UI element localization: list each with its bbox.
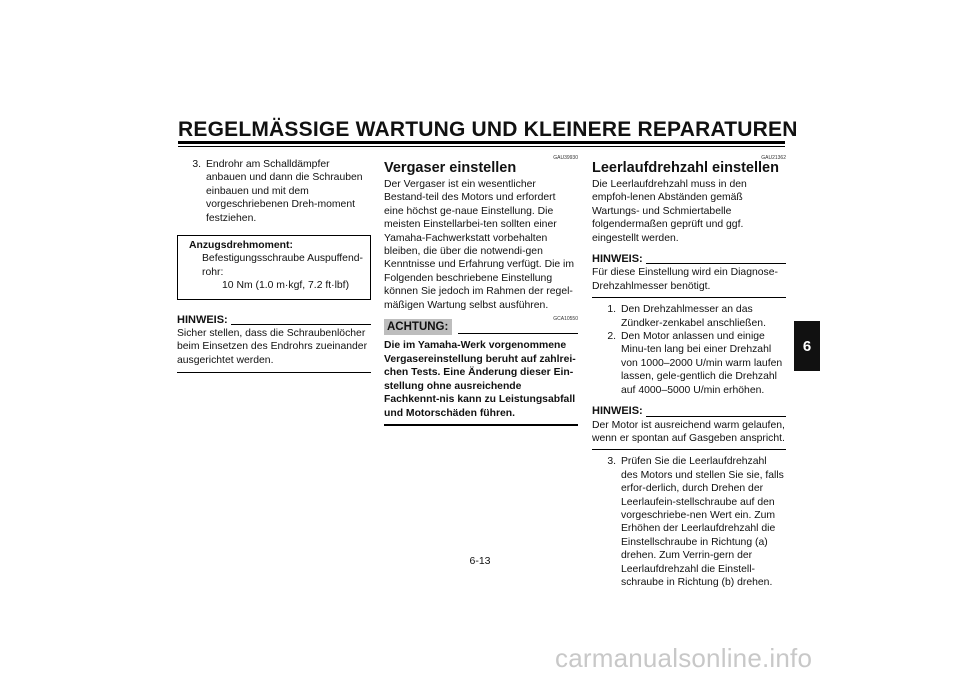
caution-end-rule xyxy=(384,424,578,426)
section-title-carburetor: Vergaser einstellen xyxy=(384,160,517,176)
column-right xyxy=(592,152,786,589)
note-heading xyxy=(592,405,786,418)
step-text: Den Drehzahlmesser an das Zündker-zenkabel anschließen. xyxy=(621,304,766,329)
section-code: GAU39930 xyxy=(553,155,578,161)
note-end-rule xyxy=(592,297,786,298)
header-rule-thick xyxy=(178,141,785,144)
caution-rule xyxy=(458,333,578,334)
note-end-rule xyxy=(592,449,786,450)
note-text: Sicher stellen, dass die Schraubenlöcher beim Einsetzen des Endrohrs zueinander ausgerichtet werden. xyxy=(177,328,368,366)
step-text: Endrohr am Schalldämpfer anbauen und dann die Schrauben einbauen und mit dem vorgeschriebenen Dreh-moment festziehen. xyxy=(206,159,363,224)
torque-item: Befestigungsschraube Auspuffend-rohr: xyxy=(202,253,363,278)
section-code: GAU21362 xyxy=(761,155,786,161)
caution-label: ACHTUNG: xyxy=(384,319,452,335)
step-1 xyxy=(592,303,786,330)
note-label: HINWEIS: xyxy=(177,313,228,326)
note-heading xyxy=(592,253,786,266)
note-rule xyxy=(646,263,786,264)
step-text: Den Motor anlassen und einige Minu-ten lang bei einer Drehzahl von 1000–2000 U/min warm laufen lassen, gele-gentlich die Drehzahl auf 4000–5000 U/min erhöhen. xyxy=(621,331,783,396)
page-number: 6-13 xyxy=(469,555,491,567)
note-label: HINWEIS: xyxy=(592,405,643,418)
chapter-tab: 6 xyxy=(794,321,820,371)
torque-label: Anzugsdrehmoment: xyxy=(189,240,293,252)
column-middle xyxy=(384,152,578,426)
step-2 xyxy=(592,330,786,397)
torque-spec-box xyxy=(177,235,371,300)
note-end-rule xyxy=(177,372,371,373)
note-heading xyxy=(177,314,371,327)
step-number: 1. xyxy=(607,304,616,316)
idle-intro: Die Leerlaufdrehzahl muss in den empfoh-lenen Abständen gemäß Wartungs- und Schmiertabelle folgendermaßen geprüft und ggf. eingestellt werden. xyxy=(592,179,747,244)
watermark: carmanualsonline.info xyxy=(555,643,813,673)
note-label: HINWEIS: xyxy=(592,253,643,266)
note-rule xyxy=(646,416,786,417)
note-text: Für diese Einstellung wird ein Diagnose-Drehzahlmesser benötigt. xyxy=(592,267,778,292)
torque-value: 10 Nm (1.0 m·kgf, 7.2 ft·lbf) xyxy=(222,280,350,292)
step-3-exhaust xyxy=(177,158,371,225)
step-number: 3. xyxy=(192,159,201,170)
caution-text: Die im Yamaha-Werk vorgenommene Vergasereinstellung beruht auf zahlrei-chen Tests. Eine Änderung dieser Ein-stellung ohne ausreichende Fachkennt-nis kann zu Leistungsabfall und Motorschäden führen. xyxy=(384,340,576,419)
page-header-title: REGELMÄSSIGE WARTUNG UND KLEINERE REPARATUREN xyxy=(178,118,798,141)
caution-heading xyxy=(384,319,578,335)
note-text: Der Motor ist ausreichend warm gelaufen, wenn er spontan auf Gasgeben anspricht. xyxy=(592,419,785,444)
step-text: Prüfen Sie die Leerlaufdrehzahl des Motors und stellen Sie sie, falls erfor-derlich, durch Drehen der Leerlaufein-stellschraube auf den vorgeschriebe-nen Wert ein. Zum Erhöhen der Leerlaufdrehzahl die Einstellschraube in Richtung (a) drehen. Zum Verrin-gern der Leerlaufdrehzahl die Einstell-schraube in Richtung (b) drehen. xyxy=(621,456,784,588)
step-number: 3. xyxy=(607,456,616,468)
note-rule xyxy=(231,324,371,325)
step-number: 2. xyxy=(607,331,616,343)
step-3 xyxy=(592,455,786,589)
column-left xyxy=(177,152,371,381)
section-title-idle-speed: Leerlaufdrehzahl einstellen xyxy=(592,160,779,176)
carburetor-body: Der Vergaser ist ein wesentlicher Bestand-teil des Motors und erfordert eine höchst ge-naue Einstellung. Die meisten Einstellarbei-ten sollten einer Yamaha-Fachwerkstatt vorbehalten bleiben, die über die notwendi-gen Kenntnisse und Erfahrung verfügt. Die im Folgenden beschriebene Einstellung können Sie jedoch im Rahmen der regel-mäßigen Wartung selbst ausführen. xyxy=(384,179,575,311)
caution-code: GCA10550 xyxy=(553,316,578,323)
header-rule-thin xyxy=(178,146,785,147)
